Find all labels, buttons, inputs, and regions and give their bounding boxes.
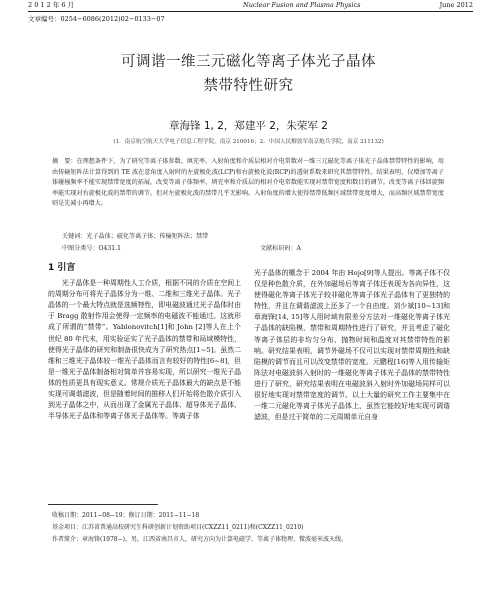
keywords: 关键词：光子晶体；磁化等离子体；传输矩阵法；禁带: [62, 233, 209, 240]
footnote-rule: [48, 504, 158, 505]
abstract: [52, 157, 444, 210]
abstract-label: 摘 要：: [52, 158, 77, 165]
abstract-text: 在理想条件下，为了研究等离子体参数、填充率、入射角度和介质层相对介电常数对一维三元磁化等离子体光子晶体禁带特性的影响，用由传输矩阵法计算得到的 TE 波在意角度入射时的左旋极化波(LCP)和右旋极化波(RCP)的透射系数来研究其禁带特性。结果表明，仅增加等离子体碰撞频率不能实现禁带宽度的拓展，改变等离子体频率、填充率和介质层的相对介电常数能实现对禁带宽度和数目的调节。改变等离子体回旋频率能实现对右旋极化波的禁带的调节，但对左旋极化波的禁带几乎无影响。入射角度的增大使得禁带低频区域禁带宽度增大，而高频区域禁带宽度则是先减小再增大。: [52, 158, 445, 208]
header-date-cn: 2 0 1 2 年 6 月: [28, 1, 75, 9]
footnote-dates: 收稿日期：2011−08−19；修订日期：2011−11−18: [52, 512, 200, 519]
intro-paragraph-right: 光子晶体的概念于 2004 年由 Hojo[9]等人提出。等离子体不仅仅是种色散介质，在外加磁场后等离子体还表现为各向异性，这使得磁化等离子体光子较非磁化等离子体光子晶体有了更独特的特性，并且在调谐滤波上还多了一个自由度。刘少斌[10~13]和章海锋[14, 15]等人用时域有限差分方法对一维磁化等离子体光子晶体的缺陷模、禁带和周期特性进行了研究，并且考虑了磁化等离子体层的非均匀分布、抛物时间和温度对其禁带特性的影响。研究结果表明，调节外磁场不仅可以实现对禁带周期性和缺陷模的调节而且可以改变禁带的宽度。元鹏程[16]等人用传输矩阵法对电磁波斜入射时的一维磁化等离子体光子晶体的禁带特性进行了研究，研究结果表明在电磁波斜入射时外加磁场同样可以很好地实现对禁带宽度的调节。以上大量的研究工作主要集中在一维二元磁化等离子体光子晶体上，虽然它能较好地实现可调谐滤波，但是过于简单的二元周期单元自身: [254, 269, 450, 422]
title-line-1: 可调谐一维三元磁化等离子体光子晶体: [121, 54, 376, 70]
authors: 章海锋 1, 2，郑建平 2，朱荣军 2: [169, 120, 328, 132]
affiliation: (1．南京航空航天大学电子信息工程学院，南京 210016；2．中国人民解放军南京炮兵学院，南京 211132): [113, 139, 384, 145]
section-heading-intro: 1 引言: [48, 263, 76, 273]
intro-paragraph-left: 光子晶体是一种周期性人工介质，根据不同的介质在空间上的周期分布可将光子晶体分为一维、二维和三维光子晶体。光子晶体的一个最大特点就是选频特性，即电磁波通过光子晶体时由于 Bragg 散射作用会使得一定频率的电磁波不能通过。这就形成了所谓的“禁带”。Yablonovitch[1]和 John [2]等人在上个世纪 80 年代末，用实验证实了光子晶体的禁带和局域模特性，使得光子晶体的研究和制备很快成为了研究热点[1~5]。虽然二维和三维光子晶体较一维光子晶体而言有较好的特性[6~8]，但是一维光子晶体制备相对简单并容易实现，所以研究一维光子晶体的性质更具有现实意义。常规介质光子晶体最大的缺点是不能实现可调谐滤波，但是随着时间的推移人们开始将色散介质引入到光子晶体之中，从而出现了金属光子晶体、超导体光子晶体、半导体光子晶体和等离子体光子晶体等。等离子体: [48, 279, 241, 421]
header-journal: Nuclear Fusion and Plasma Physics: [243, 1, 361, 9]
column-left: [48, 257, 241, 422]
article-number: 文章编号：0254−6086(2012)02−0133−07: [28, 15, 165, 23]
header-date-en: June 2012: [439, 1, 473, 9]
title-line-2: 禁带特性研究: [203, 78, 294, 94]
classification-number: 中图分类号：O431.1: [62, 245, 122, 252]
document-code: 文献标识码：A: [260, 245, 301, 252]
column-right: [254, 268, 450, 423]
footnote-bio: 作者简介：章海锋(1978−)，男，江西省南昌市人，研究方向为计算电磁学、等离子体物理、微波毫米波天线。: [52, 536, 347, 543]
header-rule: [28, 11, 473, 12]
footnote-fund: 基金项目：江苏省普通高校研究生科研创新计划资助项目(CXZZ11_0211)和(CXZZ11_0210): [52, 524, 304, 531]
